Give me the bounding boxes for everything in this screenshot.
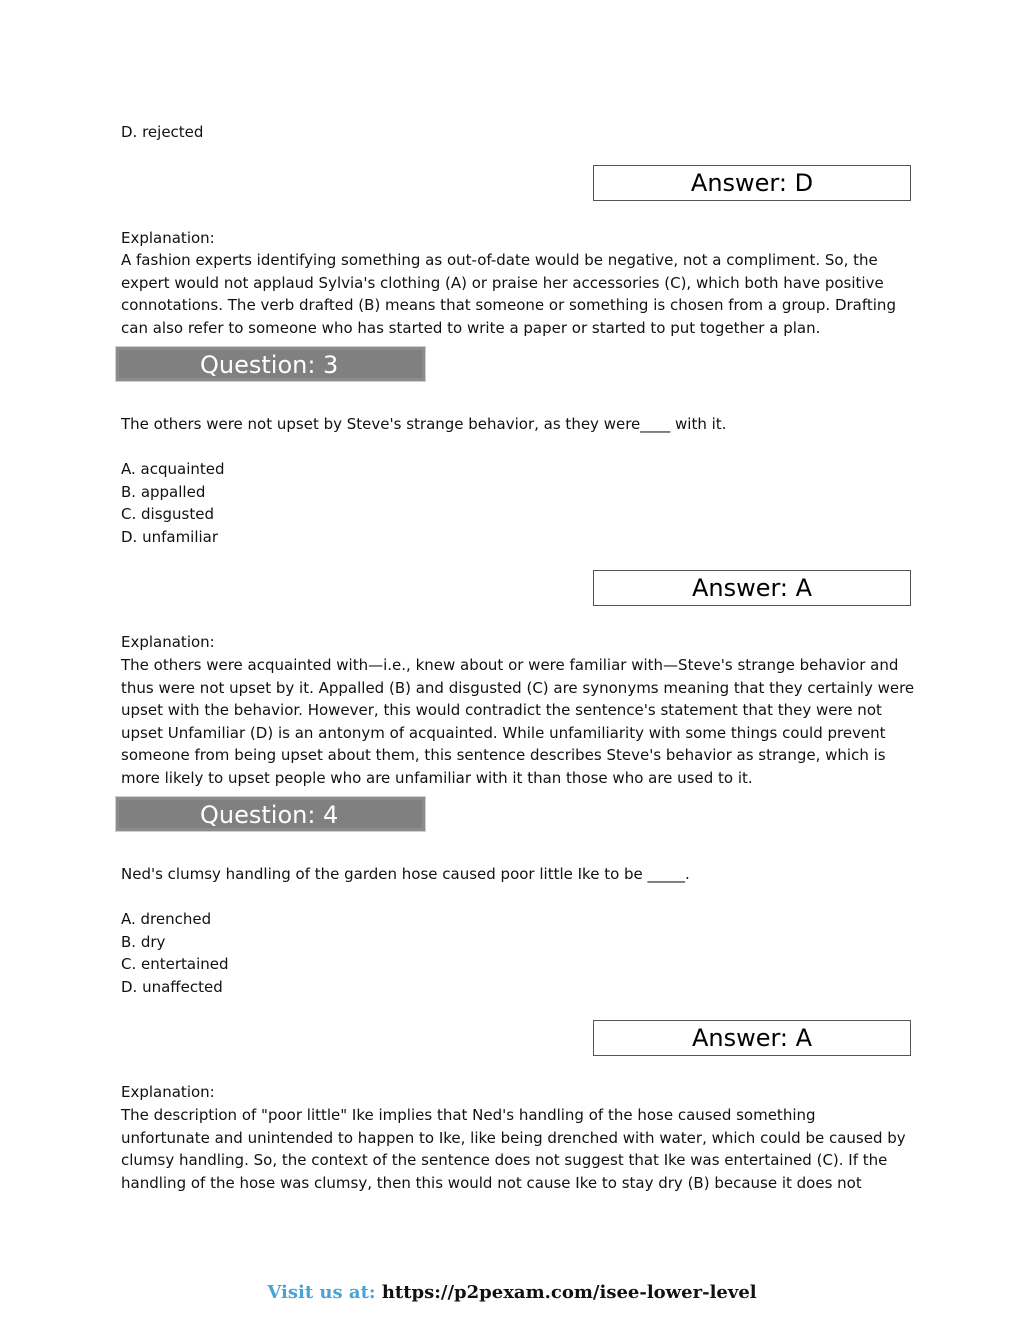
explanation-line: unfortunate and unintended to happen to Ike, like being drenched with water, which could be caused by xyxy=(121,1128,906,1147)
explanation-line: expert would not applaud Sylvia's clothing (A) or praise her accessories (C), which both have positive xyxy=(121,273,884,292)
question-header: Question: 4 xyxy=(200,801,339,829)
answer-box xyxy=(593,570,911,606)
answer-label: Answer: A xyxy=(691,574,813,602)
answer-label: Answer: D xyxy=(690,169,814,197)
explanation-line: upset with the behavior. However, this would contradict the sentence's statement that they were not xyxy=(121,701,882,719)
explanation-label: Explanation: xyxy=(121,229,215,247)
explanation-label: Explanation: xyxy=(121,633,215,651)
option-c: C. entertained xyxy=(121,955,229,973)
answer-box xyxy=(593,165,911,201)
explanation-line: more likely to upset people who are unfamiliar with it than those who are used to it. xyxy=(121,768,753,787)
option-a: A. drenched xyxy=(121,910,212,928)
question-header: Question: 3 xyxy=(200,351,339,379)
question-header-bar xyxy=(115,796,426,832)
explanation-line: The description of "poor little" Ike implies that Ned's handling of the hose caused something xyxy=(121,1106,816,1124)
explanation-line: clumsy handling. So, the context of the sentence does not suggest that Ike was entertained (C). If the xyxy=(121,1151,888,1169)
question-text: Ned's clumsy handling of the garden hose caused poor little Ike to be _____. xyxy=(121,865,690,883)
option-c: C. disgusted xyxy=(121,505,214,523)
explanation-text xyxy=(121,1104,911,1194)
explanation-text xyxy=(121,654,915,789)
footer-url-link[interactable]: https://p2pexam.com/isee-lower-level xyxy=(381,1282,757,1303)
explanation-text xyxy=(121,249,911,339)
explanation-line: The others were acquainted with—i.e., knew about or were familiar with—Steve's strange behavior and xyxy=(121,656,899,674)
option-b: B. appalled xyxy=(121,482,206,501)
explanation-line: handling of the hose was clumsy, then this would not cause Ike to stay dry (B) because it does not xyxy=(121,1173,862,1192)
question-text: The others were not upset by Steve's strange behavior, as they were____ with it. xyxy=(121,415,727,433)
option-d: D. unfamiliar xyxy=(121,527,219,546)
explanation-line: upset Unfamiliar (D) is an antonym of acquainted. While unfamiliarity with some things could prevent xyxy=(121,723,886,742)
options-list xyxy=(121,458,911,548)
explanation-line: can also refer to someone who has started to write a paper or started to put together a plan. xyxy=(121,318,821,337)
option-a: A. acquainted xyxy=(121,460,225,478)
footer-label: Visit us at: xyxy=(267,1282,376,1303)
question-header-bar xyxy=(115,346,426,382)
explanation-line: thus were not upset by it. Appalled (B) and disgusted (C) are synonyms meaning that they certainly were xyxy=(121,678,915,697)
answer-box xyxy=(593,1020,911,1056)
option-b: B. dry xyxy=(121,932,166,951)
explanation-line: someone from being upset about them, this sentence describes Steve's behavior as strange, which is xyxy=(121,746,886,764)
answer-label: Answer: A xyxy=(691,1024,813,1052)
option-d: D. unaffected xyxy=(121,977,223,996)
footer xyxy=(0,1282,1024,1303)
explanation-label: Explanation: xyxy=(121,1083,215,1101)
explanation-line: A fashion experts identifying something as out-of-date would be negative, not a compliment. So, the xyxy=(121,251,878,269)
options-list xyxy=(121,908,911,998)
explanation-line: connotations. The verb drafted (B) means that someone or something is chosen from a group. Drafting xyxy=(121,296,896,314)
option-d: D. rejected xyxy=(121,123,204,141)
